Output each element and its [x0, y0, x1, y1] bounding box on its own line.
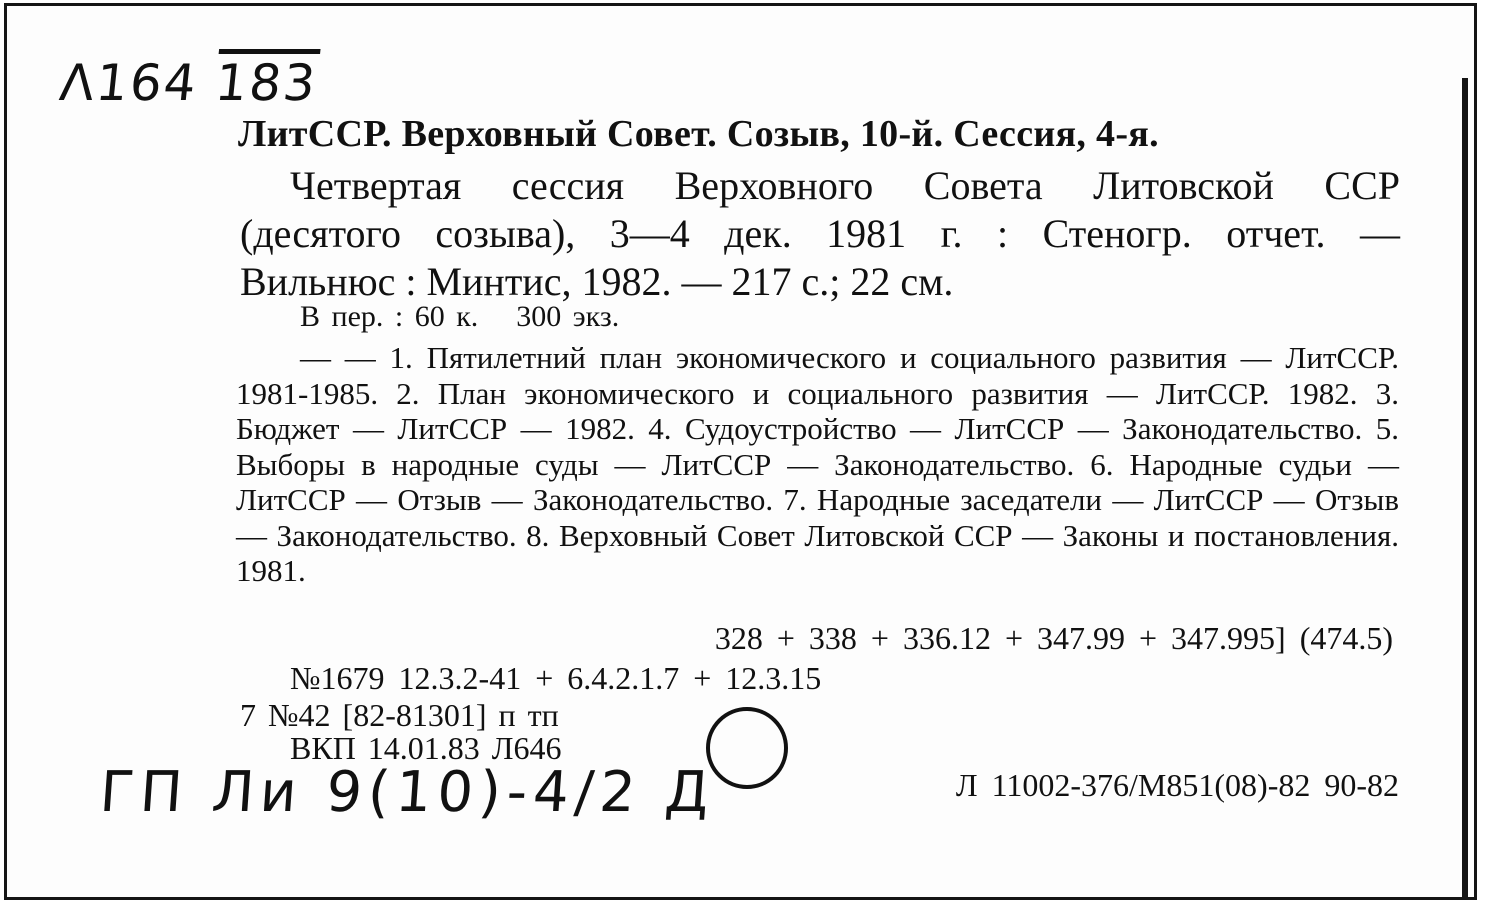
price-line: [300, 300, 619, 334]
vkp-code: ВКП 14.01.83 Л646: [290, 730, 562, 766]
card-heading: ЛитССР. Верховный Совет. Созыв, 10-й. Сессия, 4-я.: [238, 113, 1159, 155]
handwritten-sub-number: 183: [212, 54, 321, 112]
print-order: 7 №42 [82-81301] п тп: [240, 697, 559, 733]
card-right-edge: [1462, 78, 1468, 900]
subject-headings: — — 1. Пятилетний план экономического и социального развития — ЛитССР. 1981-1985. 2. План экономического и социального развития — ЛитССР. 1982. 3. Бюджет — ЛитССР — 1982. 4. Судоустройство — ЛитССР — Законодательство. 5. Выборы в народные суды — ЛитССР — Законодательство. 6. Народные судьи — ЛитССР — Отзыв — Законодательство. 7. Народные заседатели — ЛитССР — Отзыв — Законодательство. 8. Верховный Совет Литовской ССР — Законы и постановления. 1981.: [236, 340, 1399, 588]
catalog-number: №1679 12.3.2-41 + 6.4.2.1.7 + 12.3.15: [290, 660, 822, 696]
handwritten-shelf-mark: [57, 54, 320, 112]
copies: 300 экз.: [516, 300, 620, 333]
title-line-2: (десятого созыва), 3—4 дек. 1981 г. : Стеногр. отчет. —: [240, 211, 1400, 256]
classification-index: 328 + 338 + 336.12 + 347.99 + 347.995] (474.5): [714, 620, 1393, 656]
circle-mark: [706, 707, 788, 789]
handwritten-location-code: ГП Ли 9(10)-4/2 Д: [97, 760, 718, 825]
publisher-code: Л 11002-376/М851(08)-82 90-82: [955, 767, 1399, 803]
handwritten-number: Λ164: [56, 54, 201, 112]
title-line-1: Четвертая сессия Верховного Совета Литовской ССР: [290, 163, 1400, 208]
title-line-3: Вильнюс : Минтис, 1982. — 217 с.; 22 см.: [240, 259, 954, 304]
price: В пер. : 60 к.: [300, 300, 479, 333]
